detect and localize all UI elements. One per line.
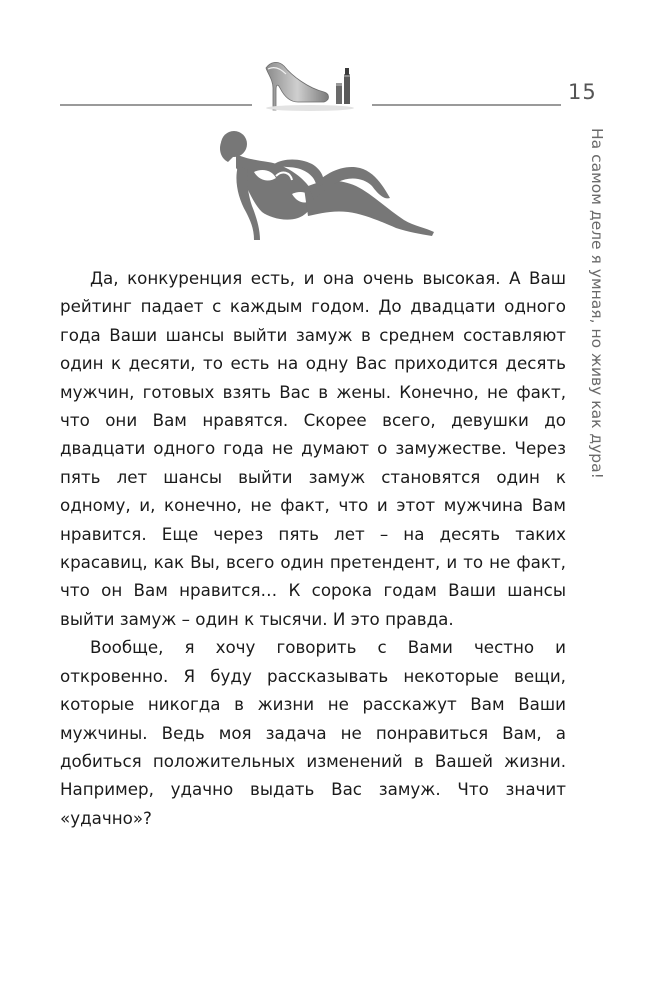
paragraph: Да, конкуренция есть, и она очень высокая. А Ваш рейтинг падает с каждым годом. До двадцати одного года Ваши шансы выйти замуж в среднем составляют один к десяти, то есть на одну Вас приходится десять мужчин, готовых взять Вас в жены. Конечно, не факт, что они Вам нравятся. Скорее всего, девушки до двадцати одного года не думают о замужестве. Через пять лет шансы выйти замуж становятся один к одному, и, конечно, не факт, что и этот мужчина Вам нравится. Еще через пять лет – на десять таких красавиц, как Вы, всего один претендент, и то не факт, что он Вам нравится… К сорока годам Ваши шансы выйти замуж – один к тысячи. И это правда. — [60, 268, 566, 629]
reclining-woman-silhouette-icon — [214, 128, 436, 248]
header-rule-right — [372, 104, 561, 106]
running-title: На самом деле я умная, но живу как дура! — [588, 128, 606, 479]
paragraph: Вообще, я хочу говорить с Вами честно и откровенно. Я буду рассказывать некоторые вещи, которые никогда в жизни не расскажут Вам Ваши мужчины. Ведь моя задача не понравиться Вам, а добиться положительных изменений в Вашей жизни. Например, удачно выдать Вас замуж. Что значит «удачно»? — [60, 637, 566, 828]
high-heel-shoe-and-lipstick-icon — [258, 52, 362, 114]
body-text — [60, 264, 566, 832]
header-rule-left — [60, 104, 252, 106]
page-number: 15 — [568, 80, 597, 104]
